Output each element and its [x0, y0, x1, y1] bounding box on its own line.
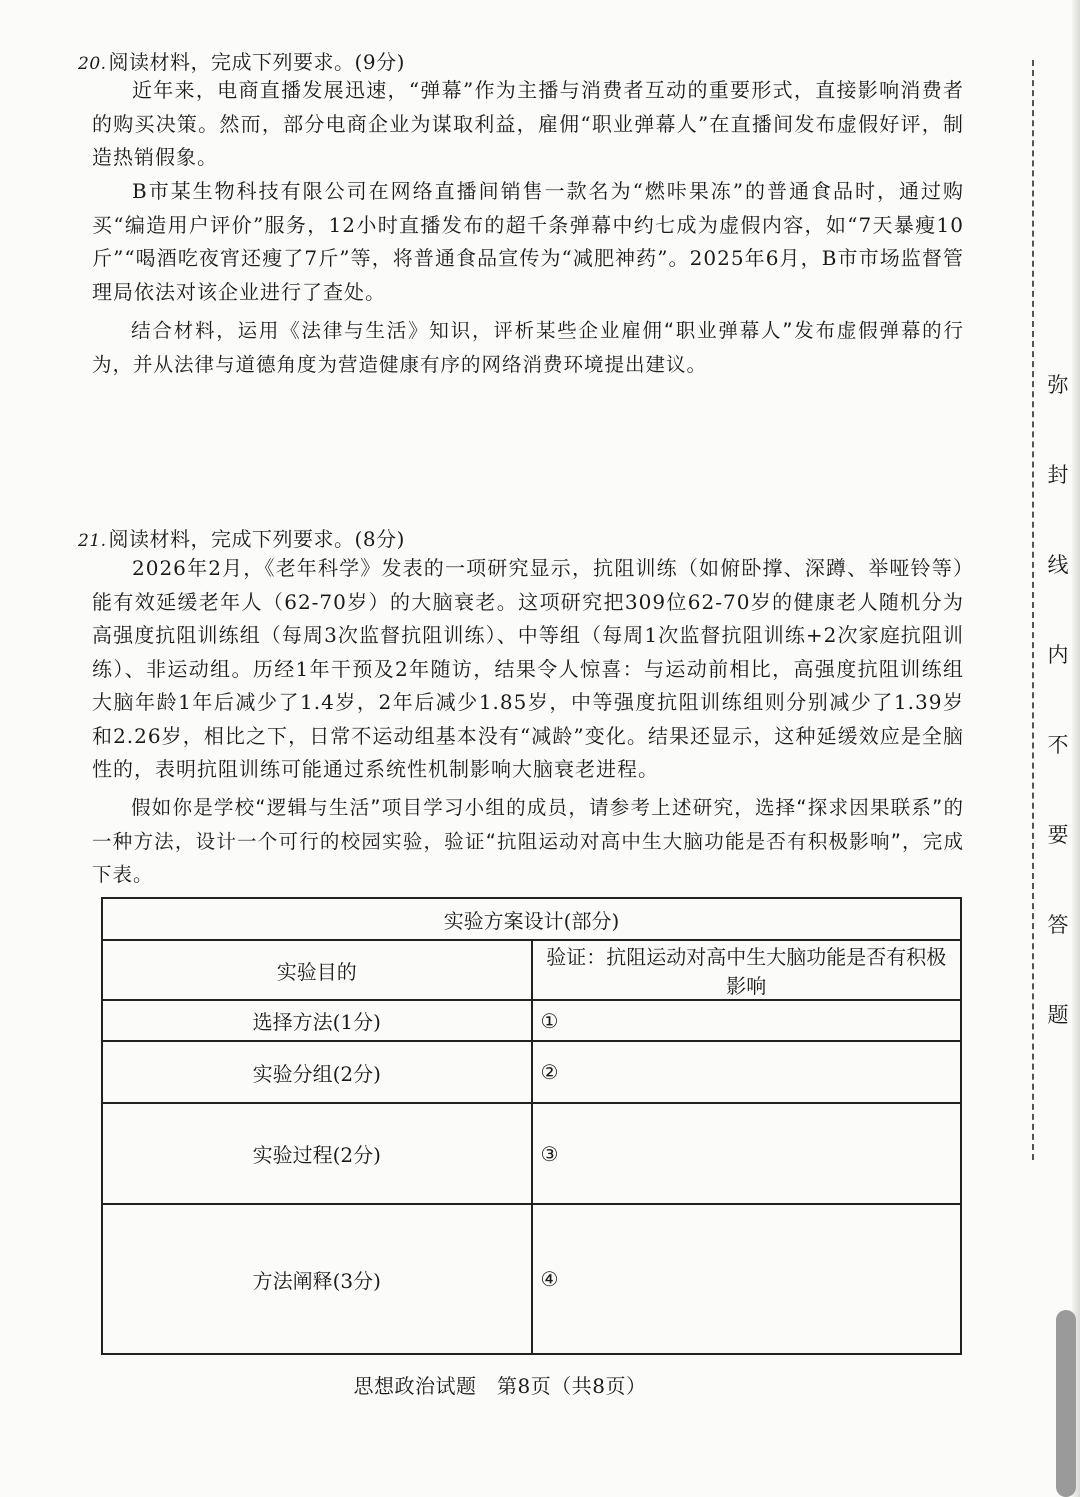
binding-char: 题	[1047, 1003, 1069, 1027]
q21-heading	[78, 523, 405, 552]
table-row	[102, 1000, 961, 1041]
experiment-design-table	[101, 897, 962, 1355]
row-content: 验证：抗阻运动对高中生大脑功能是否有积极影响	[532, 940, 962, 1000]
q20-heading-text: 阅读材料，完成下列要求。(9分)	[108, 50, 405, 74]
answer-area-2[interactable]: ②	[532, 1041, 962, 1103]
row-label: 实验过程(2分)	[102, 1103, 532, 1204]
table-row	[102, 940, 961, 1000]
binding-dashed-line	[1032, 60, 1034, 1160]
q20-number: 20.	[78, 54, 107, 74]
q21-number: 21.	[78, 531, 107, 551]
binding-notice	[1040, 372, 1076, 1092]
table-title: 实验方案设计(部分)	[102, 898, 961, 940]
answer-area-3[interactable]: ③	[532, 1103, 962, 1204]
row-label: 选择方法(1分)	[102, 1000, 532, 1041]
table-row	[102, 1103, 961, 1204]
q21-paragraph-1: 2026年2月，《老年科学》发表的一项研究显示，抗阻训练（如俯卧撑、深蹲、举哑铃等）能有效延缓老年人（62-70岁）的大脑衰老。这项研究把309位62-70岁的健康老人随机分为高强度抗阻训练组（每周3次监督抗阻训练）、中等组（每周1次监督抗阻训练+2次家庭抗阻训练）、非运动组。历经1年干预及2年随访，结果令人惊喜：与运动前相比，高强度抗阻训练组大脑年龄1年后减少了1.4岁，2年后减少1.85岁，中等强度抗阻训练组则分别减少了1.39岁和2.26岁，相比之下，日常不运动组基本没有“减龄”变化。结果还显示，这种延缓效应是全脑性的，表明抗阻训练可能通过系统性机制影响大脑衰老进程。	[92, 556, 964, 781]
binding-char: 不	[1047, 733, 1069, 757]
binding-char: 要	[1047, 823, 1069, 847]
table-title-row	[102, 898, 961, 940]
q20-paragraph-1: 近年来，电商直播发展迅速，“弹幕”作为主播与消费者互动的重要形式，直接影响消费者的购买决策。然而，部分电商企业为谋取利益，雇佣“职业弹幕人”在直播间发布虚假好评，制造热销假象。	[92, 78, 964, 169]
q21-task: 假如你是学校“逻辑与生活”项目学习小组的成员，请参考上述研究，选择“探求因果联系”的一种方法，设计一个可行的校园实验，验证“抗阻运动对高中生大脑功能是否有积极影响”，完成下表。	[92, 796, 964, 886]
answer-area-4[interactable]: ④	[532, 1204, 962, 1354]
q21-heading-text: 阅读材料，完成下列要求。(8分)	[108, 527, 405, 551]
q20-task: 结合材料，运用《法律与生活》知识，评析某些企业雇佣“职业弹幕人”发布虚假弹幕的行为，并从法律与道德角度为营造健康有序的网络消费环境提出建议。	[92, 319, 964, 376]
page-footer: 思想政治试题 第8页（共8页）	[353, 1374, 647, 1398]
page-edge-shadow	[1072, 0, 1080, 1497]
answer-area-1[interactable]: ①	[532, 1000, 962, 1041]
binding-char: 线	[1047, 553, 1069, 577]
q20-heading	[78, 46, 405, 75]
row-label: 方法阐释(3分)	[102, 1204, 532, 1354]
scrollbar-thumb[interactable]	[1056, 1310, 1076, 1497]
binding-char: 封	[1047, 463, 1069, 487]
binding-char: 弥	[1047, 373, 1069, 397]
binding-char: 内	[1047, 643, 1069, 667]
row-label: 实验目的	[102, 940, 532, 1000]
binding-char: 答	[1047, 913, 1069, 937]
q20-paragraph-2: B市某生物科技有限公司在网络直播间销售一款名为“燃咔果冻”的普通食品时，通过购买“编造用户评价”服务，12小时直播发布的超千条弹幕中约七成为虚假内容，如“7天暴瘦10斤”“喝酒吃夜宵还瘦了7斤”等，将普通食品宣传为“减肥神药”。2025年6月，B市市场监督管理局依法对该企业进行了查处。	[92, 179, 964, 304]
table-row	[102, 1041, 961, 1103]
table-row	[102, 1204, 961, 1354]
row-label: 实验分组(2分)	[102, 1041, 532, 1103]
